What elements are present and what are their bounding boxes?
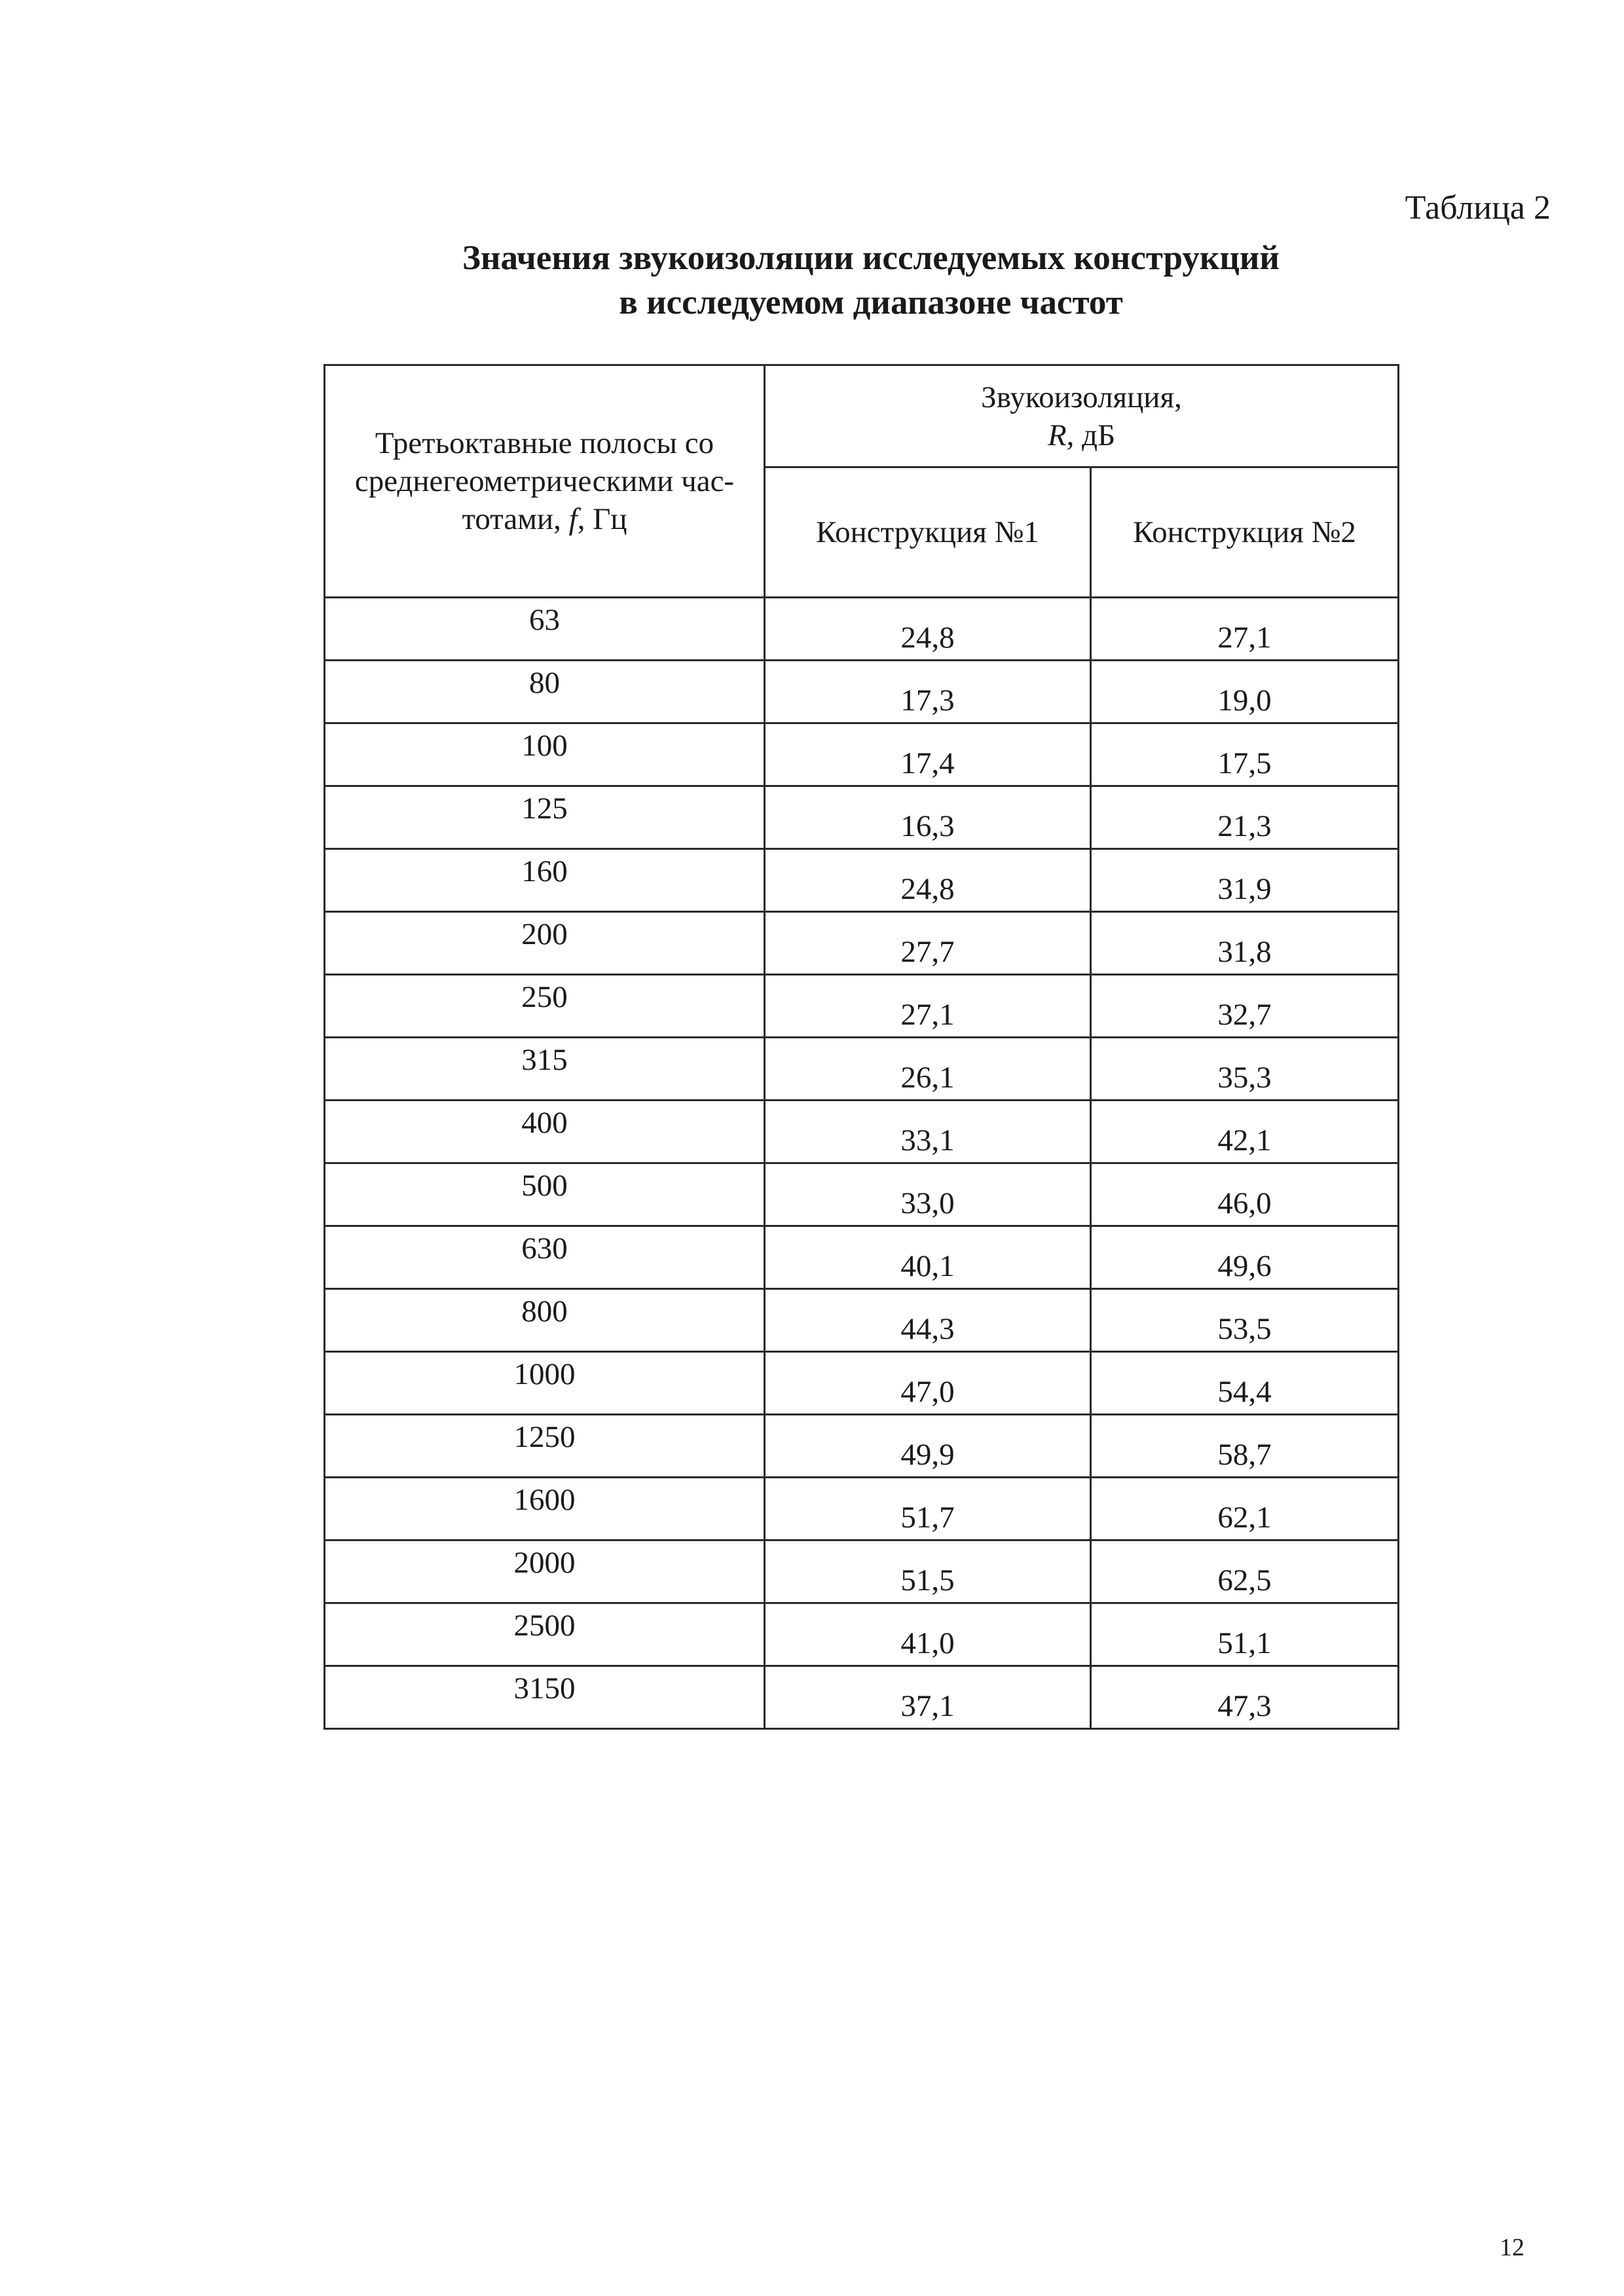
construction-1-value: 27,1	[765, 975, 1091, 1038]
sound-insulation-table	[323, 364, 1399, 1730]
construction-2-value: 42,1	[1091, 1101, 1399, 1163]
table-row	[325, 723, 1399, 786]
header-construction-1: Конструкция №1	[765, 467, 1091, 598]
frequency-cell: 63	[325, 598, 765, 661]
construction-1-value: 24,8	[765, 598, 1091, 661]
construction-2-value: 58,7	[1091, 1415, 1399, 1478]
table-row	[325, 1226, 1399, 1289]
construction-1-value: 51,7	[765, 1478, 1091, 1540]
frequency-cell: 100	[325, 723, 765, 786]
construction-1-value: 49,9	[765, 1415, 1091, 1478]
construction-1-value: 51,5	[765, 1540, 1091, 1603]
construction-2-value: 19,0	[1091, 661, 1399, 723]
header-sound-insulation: Звукоизоляция, R, дБ	[765, 365, 1399, 467]
construction-1-value: 33,0	[765, 1163, 1091, 1226]
construction-2-value: 62,1	[1091, 1478, 1399, 1540]
table-row	[325, 912, 1399, 975]
table-row	[325, 598, 1399, 661]
construction-2-value: 27,1	[1091, 598, 1399, 661]
construction-2-value: 35,3	[1091, 1038, 1399, 1101]
frequency-cell: 200	[325, 912, 765, 975]
construction-2-value: 17,5	[1091, 723, 1399, 786]
construction-1-value: 26,1	[765, 1038, 1091, 1101]
table-title-line-2: в исследуемом диапазоне частот	[619, 283, 1123, 321]
table-title-line-1: Значения звукоизоляции исследуемых конструкций	[462, 239, 1280, 277]
construction-1-value: 37,1	[765, 1666, 1091, 1729]
frequency-cell: 800	[325, 1289, 765, 1352]
construction-2-value: 49,6	[1091, 1226, 1399, 1289]
table-title	[0, 236, 1624, 325]
table-label: Таблица 2	[1405, 189, 1551, 227]
header-construction-2: Конструкция №2	[1091, 467, 1399, 598]
table-body	[325, 598, 1399, 1729]
page-number: 12	[1500, 2234, 1524, 2261]
table-row	[325, 1352, 1399, 1415]
frequency-cell: 160	[325, 849, 765, 912]
construction-2-value: 31,8	[1091, 912, 1399, 975]
table-row	[325, 1415, 1399, 1478]
table-row	[325, 1101, 1399, 1163]
frequency-cell: 2000	[325, 1540, 765, 1603]
construction-1-value: 47,0	[765, 1352, 1091, 1415]
table-row	[325, 786, 1399, 849]
construction-2-value: 32,7	[1091, 975, 1399, 1038]
construction-1-value: 17,4	[765, 723, 1091, 786]
frequency-cell: 1600	[325, 1478, 765, 1540]
frequency-cell: 315	[325, 1038, 765, 1101]
frequency-cell: 1250	[325, 1415, 765, 1478]
construction-2-value: 31,9	[1091, 849, 1399, 912]
table-row	[325, 1540, 1399, 1603]
construction-1-value: 24,8	[765, 849, 1091, 912]
table-row	[325, 849, 1399, 912]
frequency-cell: 125	[325, 786, 765, 849]
frequency-cell: 250	[325, 975, 765, 1038]
table-row	[325, 1603, 1399, 1666]
construction-1-value: 40,1	[765, 1226, 1091, 1289]
construction-2-value: 46,0	[1091, 1163, 1399, 1226]
table-row	[325, 1478, 1399, 1540]
frequency-cell: 400	[325, 1101, 765, 1163]
construction-1-value: 41,0	[765, 1603, 1091, 1666]
construction-1-value: 27,7	[765, 912, 1091, 975]
construction-2-value: 51,1	[1091, 1603, 1399, 1666]
construction-2-value: 62,5	[1091, 1540, 1399, 1603]
frequency-cell: 2500	[325, 1603, 765, 1666]
construction-2-value: 21,3	[1091, 786, 1399, 849]
table-row	[325, 661, 1399, 723]
header-frequency: Третьоктавные полосы со среднегеометрическими час- тотами, f, Гц	[325, 365, 765, 598]
table-row	[325, 1038, 1399, 1101]
table-row	[325, 1163, 1399, 1226]
table-row	[325, 975, 1399, 1038]
construction-1-value: 33,1	[765, 1101, 1091, 1163]
frequency-cell: 1000	[325, 1352, 765, 1415]
frequency-cell: 3150	[325, 1666, 765, 1729]
construction-1-value: 16,3	[765, 786, 1091, 849]
construction-2-value: 54,4	[1091, 1352, 1399, 1415]
frequency-cell: 630	[325, 1226, 765, 1289]
construction-2-value: 53,5	[1091, 1289, 1399, 1352]
table-row	[325, 1666, 1399, 1729]
construction-1-value: 44,3	[765, 1289, 1091, 1352]
table-row	[325, 1289, 1399, 1352]
frequency-cell: 80	[325, 661, 765, 723]
construction-1-value: 17,3	[765, 661, 1091, 723]
frequency-cell: 500	[325, 1163, 765, 1226]
construction-2-value: 47,3	[1091, 1666, 1399, 1729]
